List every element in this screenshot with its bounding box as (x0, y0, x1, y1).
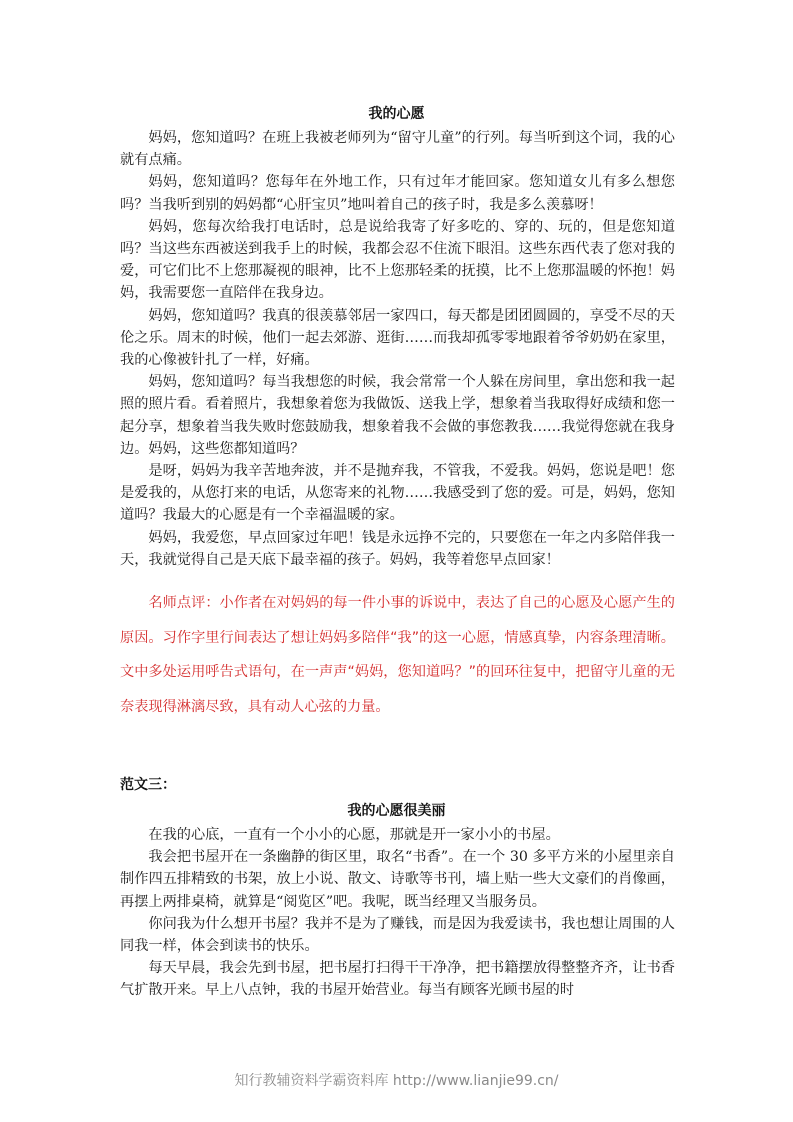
essay2-paragraph: 每天早晨，我会先到书屋，把书屋打扫得干干净净，把书籍摆放得整整齐齐，让书香气扩散开来。早上八点钟，我的书屋开始营业。每当有顾客光顾书屋的时 (120, 960, 675, 999)
essay1-paragraph: 是呀，妈妈为我辛苦地奔波，并不是抛弃我，不管我，不爱我。妈妈，您说是吧！您是爱我的，从您打来的电话，从您寄来的礼物……我感受到了您的爱。可是，妈妈，您知道吗？我最大的心愿是有一个幸福温暖的家。 (120, 463, 675, 524)
essay1-paragraph: 妈妈，您知道吗？您每年在外地工作，只有过年才能回家。您知道女儿有多么想您吗？当我听到别的妈妈都“心肝宝贝”地叫着自己的孩子时，我是多么羡慕呀！ (120, 174, 675, 213)
essay1-body (120, 127, 675, 571)
footer-watermark: 知行教辅资料学霸资料库 http://www.lianjie99.cn/ (234, 1073, 559, 1089)
essay1-paragraph: 妈妈，您知道吗？在班上我被老师列为“留守儿童”的行列。每当听到这个词，我的心就有点痛。 (120, 130, 675, 169)
essay1-paragraph: 妈妈，您知道吗？我真的很羡慕邻居一家四口，每天都是团团圆圆的，享受不尽的天伦之乐。周末的时候，他们一起去郊游、逛街……而我却孤零零地跟着爷爷奶奶在家里，我的心像被针扎了一样，好痛。 (120, 307, 675, 369)
section-label: 范文三： (120, 777, 176, 793)
essay1-paragraph: 妈妈，您知道吗？每当我想您的时候，我会常常一个人躲在房间里，拿出您和我一起照的照片看。看着照片，我想象着您为我做饭、送我上学，想象着当我取得好成绩和您一起分享，想象着当我失败时您鼓励我，想象着我不会做的事您教我……我觉得您就在我身边。妈妈，这些您都知道吗？ (120, 374, 675, 457)
essay2-paragraph: 你问我为什么想开书屋？我并不是为了赚钱，而是因为我爱读书，我也想让周围的人同我一样，体会到读书的快乐。 (120, 915, 675, 955)
essay2-title: 我的心愿很美丽 (347, 803, 446, 819)
essay2-paragraph: 在我的心底，一直有一个小小的心愿，那就是开一家小小的书屋。 (148, 827, 560, 843)
essay1-title: 我的心愿 (368, 106, 425, 122)
teacher-comment: 名师点评：小作者在对妈妈的每一件小事的诉说中，表达了自己的心愿及心愿产生的原因。习作字里行间表达了想让妈妈多陪伴“我”的这一心愿，情感真挚，内容条理清晰。文中多处运用呼告式语句，在一声声“妈妈，您知道吗？”的回环往复中，把留守儿童的无奈表现得淋漓尽致，具有动人心弦的力量。 (120, 595, 675, 715)
essay1-paragraph: 妈妈，我爱您，早点回家过年吧！钱是永远挣不完的，只要您在一年之内多陪伴我一天，我就觉得自己是天底下最幸福的孩子。妈妈，我等着您早点回家！ (120, 529, 675, 568)
essay1-paragraph: 妈妈，您每次给我打电话时，总是说给我寄了好多吃的、穿的、玩的，但是您知道吗？当这些东西被送到我手上的时候，我都会忍不住流下眼泪。这些东西代表了您对我的爱，可它们比不上您那凝视的眼神，比不上您那轻柔的抚摸，比不上您那温暖的怀抱！妈妈，我需要您一直陪伴在我身边。 (120, 218, 675, 302)
essay2-paragraph: 我会把书屋开在一条幽静的街区里，取名“书香”。在一个 30 多平方米的小屋里亲自制作四五排精致的书架，放上小说、散文、诗歌等书刊，墙上贴一些大文豪们的肖像画，再摆上两排桌椅，就算是“阅览区”吧。我呢，既当经理又当服务员。 (120, 849, 675, 910)
essay2-body (120, 824, 675, 1002)
